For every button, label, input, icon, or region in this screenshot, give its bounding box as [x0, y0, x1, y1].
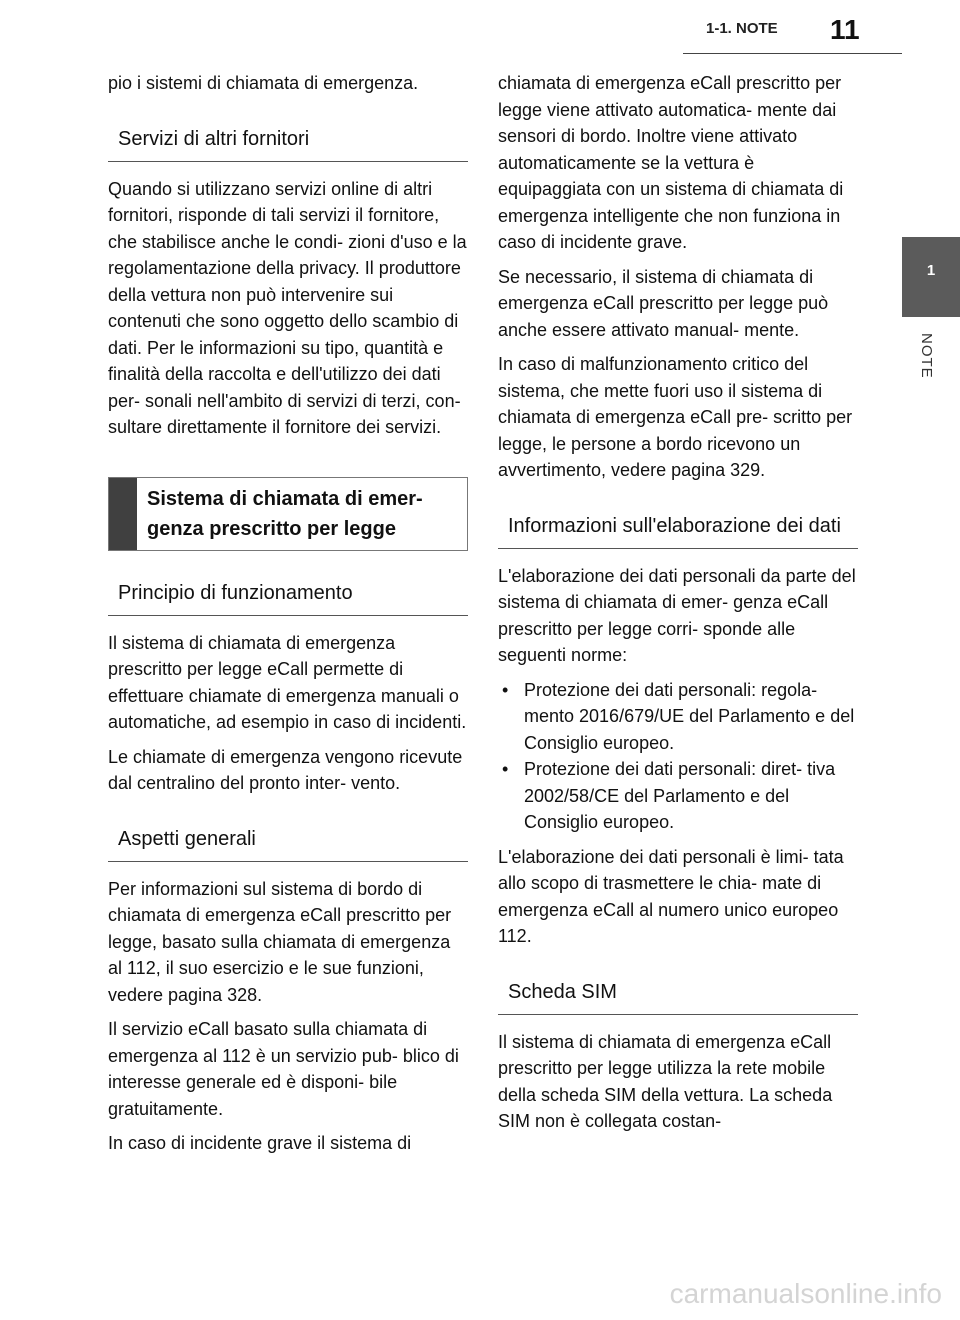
running-header-section: 1-1. NOTE: [706, 20, 778, 37]
paragraph-limitazione: L'elaborazione dei dati personali è limi- tata allo scopo di trasmettere le chia- mate di emergenza eCall al numero unico europeo 112.: [498, 846, 844, 946]
norme-list: [498, 677, 858, 836]
heading-informazioni-elaborazione: Informazioni sull'elaborazione dei dati: [498, 512, 858, 549]
section-heading-sistema-chiamata: [108, 477, 468, 551]
section-heading-text: Sistema di chiamata di emer- genza prescritto per legge: [147, 487, 423, 540]
paragraph-principio-2: Le chiamate di emergenza vengono ricevute dal centralino del pronto inter- vento.: [108, 746, 463, 793]
paragraph-servizi: Quando si utilizzano servizi online di altri fornitori, risponde di tali servizi il fornitore, che stabilisce anche le condi- zioni d'uso e la regolamentazione della privacy. Il produttore della vettura non può intervenire sui contenuti che sono oggetto dello scambio di dati. Per le informazioni su tipo, quantità e finalità della raccolta e dell'utilizzo dei dati per- sonali nell'ambito di servizi di terzi, con- sultare direttamente il fornitore dei servizi.: [108, 178, 467, 437]
paragraph-malfunzionamento: In caso di malfunzionamento critico del sistema, che mette fuori uso il sistema di chiamata di emergenza eCall pre- scritto per legge, le persone a bordo ricevono un avvertimento, vedere pagina 329.: [498, 354, 853, 480]
bullet-icon: •: [502, 759, 509, 779]
paragraph-aspetti-2: Il servizio eCall basato sulla chiamata di emergenza al 112 è un servizio pub- blico di interesse generale ed è disponi- bile gratuitamente.: [108, 1019, 459, 1119]
right-column: [498, 70, 858, 1143]
page-number: 11: [830, 14, 860, 45]
paragraph-principio-1: Il sistema di chiamata di emergenza prescritto per legge eCall permette di effettuare chiamate di emergenza manuali o automatiche, ad esempio in caso di incidenti.: [108, 632, 467, 732]
section-heading-bar: [109, 478, 137, 550]
list-item: [498, 677, 858, 757]
bullet-icon: •: [502, 679, 509, 700]
paragraph-aspetti-1: Per informazioni sul sistema di bordo di chiamata di emergenza eCall prescritto per legge, basato sulla chiamata di emergenza al 112, il suo esercizio e le sue funzioni, vedere pagina 328.: [108, 878, 452, 1005]
heading-servizi-altri-fornitori: Servizi di altri fornitori: [108, 125, 468, 162]
heading-scheda-sim: Scheda SIM: [498, 978, 858, 1015]
list-item: [498, 756, 858, 836]
paragraph-attivazione-manuale: Se necessario, il sistema di chiamata di emergenza eCall prescritto per legge può anche essere attivato manual- mente.: [498, 266, 829, 340]
chapter-tab-number: 1: [926, 262, 936, 279]
chapter-tab-label: NOTE: [918, 333, 935, 379]
heading-aspetti-generali: Aspetti generali: [108, 825, 468, 862]
list-item-text: Protezione dei dati personali: regola- mento 2016/679/UE del Parlamento e del Consiglio europeo.: [524, 679, 855, 753]
header-divider: [683, 53, 902, 54]
watermark: carmanualsonline.info: [669, 1278, 942, 1309]
paragraph-aspetti-3: In caso di incidente grave il sistema di: [108, 1133, 412, 1153]
paragraph-scheda-sim: Il sistema di chiamata di emergenza eCall prescritto per legge utilizza la rete mobile della scheda SIM della vettura. La scheda SIM non è collegata costan-: [498, 1031, 833, 1131]
heading-principio-funzionamento: Principio di funzionamento: [108, 579, 468, 616]
paragraph-norme: L'elaborazione dei dati personali da parte del sistema di chiamata di emer- genza eCall prescritto per legge corri- sponde alle seguenti norme:: [498, 565, 856, 665]
list-item-text: Protezione dei dati personali: diret- tiva 2002/58/CE del Parlamento e del Consiglio europeo.: [524, 759, 836, 832]
paragraph-continuation: chiamata di emergenza eCall prescritto per legge viene attivato automatica- mente dai sensori di bordo. Inoltre viene attivato automaticamente se la vettura è equipaggiata con un sistema di chiamata di emergenza intelligente che non funziona in caso di incidente grave.: [498, 73, 844, 252]
left-column: [108, 70, 468, 1165]
intro-text: pio i sistemi di chiamata di emergenza.: [108, 73, 419, 93]
